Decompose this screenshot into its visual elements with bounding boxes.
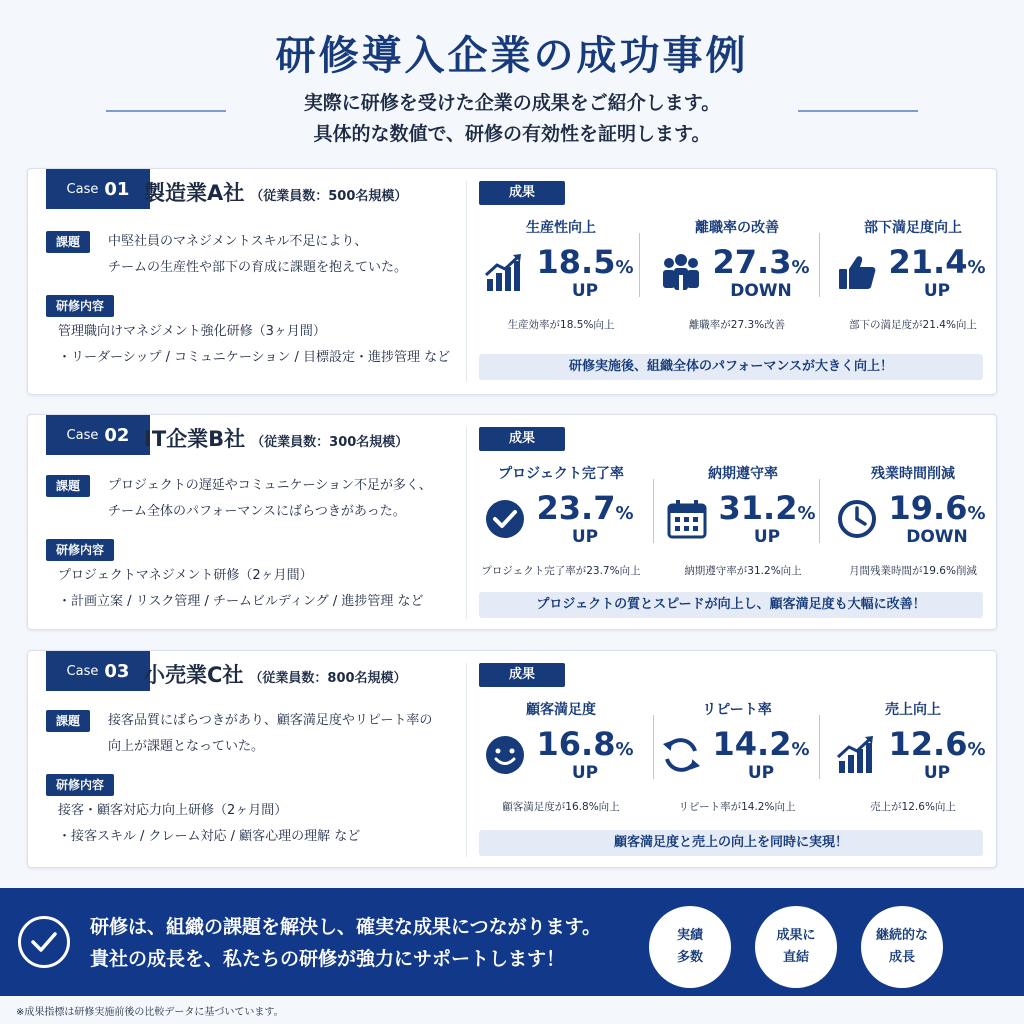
metric-unit: % xyxy=(791,739,810,760)
metric-sales-growth xyxy=(831,699,995,819)
training-line-1: 接客・顧客対応力向上研修（2ヶ月間） xyxy=(58,803,288,818)
smile-icon xyxy=(483,733,527,777)
metric-value xyxy=(709,489,825,527)
footer-message-line-1: 研修は、組織の課題を解決し、確実な成果につながります。 xyxy=(90,916,602,938)
clock-icon xyxy=(835,497,879,541)
badge-line-2: 直結 xyxy=(782,950,809,965)
metric-unit: % xyxy=(615,739,634,760)
case-badge xyxy=(46,651,150,691)
badge-track-record xyxy=(649,906,731,988)
company-name xyxy=(144,423,408,453)
metric-number: 21.4 xyxy=(888,243,968,281)
page-header xyxy=(0,0,1024,165)
team-icon xyxy=(659,251,703,295)
case-badge xyxy=(46,415,150,455)
training-line-2: ・計画立案 / リスク管理 / チームビルディング / 進捗管理 など xyxy=(58,594,424,609)
case-card-02 xyxy=(27,414,997,630)
metric-value xyxy=(527,243,643,281)
metric-direction: UP xyxy=(747,763,775,783)
metric-note: リピート率が14.2%向上 xyxy=(678,801,796,813)
metric-number: 27.3 xyxy=(712,243,792,281)
metric-unit: % xyxy=(967,257,986,278)
metric-number: 12.6 xyxy=(888,725,968,763)
refresh-icon xyxy=(659,733,703,777)
metric-divider xyxy=(819,479,820,543)
metric-direction: UP xyxy=(923,281,951,301)
check-circle-icon xyxy=(483,497,527,541)
results-tag: 成果 xyxy=(479,181,565,205)
case-label: Case xyxy=(66,181,99,197)
card-divider xyxy=(466,663,467,857)
subtitle-line-1: 実際に研修を受けた企業の成果をご紹介します。 xyxy=(303,92,721,114)
case-label: Case xyxy=(66,427,99,443)
employee-count: （従業員数：800名規模） xyxy=(249,671,407,686)
company-title: 小売業C社 xyxy=(144,663,244,687)
metric-number: 16.8 xyxy=(536,725,616,763)
metric-direction: UP xyxy=(923,763,951,783)
issue-line-1: プロジェクトの遅延やコミュニケーション不足が多く、 xyxy=(108,478,432,493)
result-summary: 顧客満足度と売上の向上を同時に実現！ xyxy=(479,830,983,856)
metric-value xyxy=(879,243,995,281)
metric-label: 売上向上 xyxy=(885,702,941,718)
metric-direction: UP xyxy=(571,763,599,783)
metric-customer-satisfaction xyxy=(479,699,643,819)
metric-value xyxy=(527,725,643,763)
card-divider xyxy=(466,181,467,381)
issue-text xyxy=(108,229,407,281)
issue-text xyxy=(108,708,432,760)
footer-message-line-2: 貴社の成長を、私たちの研修が強力にサポートします！ xyxy=(90,948,566,970)
result-summary: プロジェクトの質とスピードが向上し、顧客満足度も大幅に改善！ xyxy=(479,592,983,618)
footnote: ※成果指標は研修実施前後の比較データに基づいています。 xyxy=(16,1007,284,1018)
metric-note: 部下の満足度が21.4%向上 xyxy=(849,319,977,331)
metric-divider xyxy=(639,233,640,297)
issue-tag: 課題 xyxy=(46,710,90,732)
metric-label: 生産性向上 xyxy=(526,220,596,236)
issue-line-1: 中堅社員のマネジメントスキル不足により、 xyxy=(108,234,368,249)
metric-repeat-rate xyxy=(655,699,819,819)
card-divider xyxy=(466,427,467,619)
case-number: 02 xyxy=(104,424,130,446)
metric-turnover xyxy=(655,217,819,337)
metric-value xyxy=(703,243,819,281)
training-tag: 研修内容 xyxy=(46,295,114,317)
metric-label: 残業時間削減 xyxy=(871,466,955,482)
metric-note: 顧客満足度が16.8%向上 xyxy=(502,801,620,813)
thumbs-up-icon xyxy=(835,251,879,295)
metric-note: 売上が12.6%向上 xyxy=(870,801,956,813)
metric-overtime-reduction xyxy=(831,463,995,583)
issue-tag: 課題 xyxy=(46,231,90,253)
issue-line-2: チーム全体のパフォーマンスにばらつきがあった。 xyxy=(108,504,406,519)
metric-deadline-compliance xyxy=(661,463,825,583)
calendar-icon xyxy=(665,497,709,541)
metric-divider xyxy=(819,715,820,779)
employee-count: （従業員数：300名規模） xyxy=(251,435,409,450)
issue-tag: 課題 xyxy=(46,475,90,497)
metric-note: 生産効率が18.5%向上 xyxy=(507,319,615,331)
metric-value xyxy=(703,725,819,763)
metric-unit: % xyxy=(791,257,810,278)
metric-unit: % xyxy=(967,739,986,760)
training-line-2: ・リーダーシップ / コミュニケーション / 目標設定・進捗管理 など xyxy=(58,350,451,365)
page-title: 研修導入企業の成功事例 xyxy=(275,33,749,79)
metric-label: 顧客満足度 xyxy=(526,702,596,718)
metric-satisfaction xyxy=(831,217,995,337)
page-subtitle xyxy=(0,88,1024,150)
metric-unit: % xyxy=(797,503,816,524)
case-card-03 xyxy=(27,650,997,868)
metric-divider xyxy=(653,715,654,779)
training-text xyxy=(58,563,424,615)
metric-note: 納期遵守率が31.2%向上 xyxy=(684,565,802,577)
training-tag: 研修内容 xyxy=(46,539,114,561)
results-tag: 成果 xyxy=(479,663,565,687)
metric-direction: DOWN xyxy=(730,281,792,301)
badge-line-2: 多数 xyxy=(676,950,703,965)
case-badge xyxy=(46,169,150,209)
metric-unit: % xyxy=(615,257,634,278)
badge-line-1: 実績 xyxy=(676,928,703,943)
company-name xyxy=(144,177,407,207)
metric-label: 離職率の改善 xyxy=(695,220,779,236)
metric-divider xyxy=(819,233,820,297)
metric-unit: % xyxy=(615,503,634,524)
metric-number: 23.7 xyxy=(536,489,616,527)
growth-chart-icon xyxy=(835,733,879,777)
metric-note: 離職率が27.3%改善 xyxy=(688,319,786,331)
training-tag: 研修内容 xyxy=(46,774,114,796)
company-title: 製造業A社 xyxy=(144,181,245,205)
training-line-1: 管理職向けマネジメント強化研修（3ヶ月間） xyxy=(58,324,326,339)
metric-value xyxy=(879,725,995,763)
employee-count: （従業員数：500名規模） xyxy=(250,189,408,204)
training-line-1: プロジェクトマネジメント研修（2ヶ月間） xyxy=(58,568,313,583)
metric-note: 月間残業時間が19.6%削減 xyxy=(849,565,977,577)
training-line-2: ・接客スキル / クレーム対応 / 顧客心理の理解 など xyxy=(58,829,361,844)
issue-text xyxy=(108,473,432,525)
company-name xyxy=(144,659,407,689)
case-number: 01 xyxy=(104,178,130,200)
badge-line-1: 成果に xyxy=(776,928,816,943)
metric-number: 31.2 xyxy=(718,489,798,527)
metric-label: プロジェクト完了率 xyxy=(498,466,624,482)
badge-line-2: 成長 xyxy=(888,950,915,965)
metric-number: 18.5 xyxy=(536,243,616,281)
metric-direction: UP xyxy=(571,527,599,547)
metric-direction: UP xyxy=(571,281,599,301)
metric-divider xyxy=(653,479,654,543)
badge-results xyxy=(755,906,837,988)
issue-line-1: 接客品質にばらつきがあり、顧客満足度やリピート率の xyxy=(108,713,433,728)
metric-label: リピート率 xyxy=(702,702,772,718)
issue-line-2: 向上が課題となっていた。 xyxy=(108,739,265,754)
metric-unit: % xyxy=(967,503,986,524)
growth-chart-icon xyxy=(483,251,527,295)
result-summary: 研修実施後、組織全体のパフォーマンスが大きく向上！ xyxy=(479,354,983,380)
metric-productivity xyxy=(479,217,643,337)
metric-number: 14.2 xyxy=(712,725,792,763)
check-icon xyxy=(18,916,70,968)
training-text xyxy=(58,798,360,850)
case-label: Case xyxy=(66,663,99,679)
badge-growth xyxy=(861,906,943,988)
issue-line-2: チームの生産性や部下の育成に課題を抱えていた。 xyxy=(108,260,408,275)
badge-line-1: 継続的な xyxy=(875,928,928,943)
metric-value xyxy=(527,489,643,527)
metric-value xyxy=(879,489,995,527)
training-text xyxy=(58,319,450,371)
metric-number: 19.6 xyxy=(888,489,968,527)
metric-note: プロジェクト完了率が23.7%向上 xyxy=(481,565,641,577)
case-number: 03 xyxy=(104,660,130,682)
subtitle-line-2: 具体的な数値で、研修の有効性を証明します。 xyxy=(313,123,711,145)
metric-label: 納期遵守率 xyxy=(708,466,778,482)
company-title: IT企業B社 xyxy=(144,427,246,451)
metric-project-completion xyxy=(479,463,643,583)
metric-direction: DOWN xyxy=(906,527,968,547)
metric-label: 部下満足度向上 xyxy=(864,220,962,236)
metric-direction: UP xyxy=(753,527,781,547)
results-tag: 成果 xyxy=(479,427,565,451)
case-card-01 xyxy=(27,168,997,395)
